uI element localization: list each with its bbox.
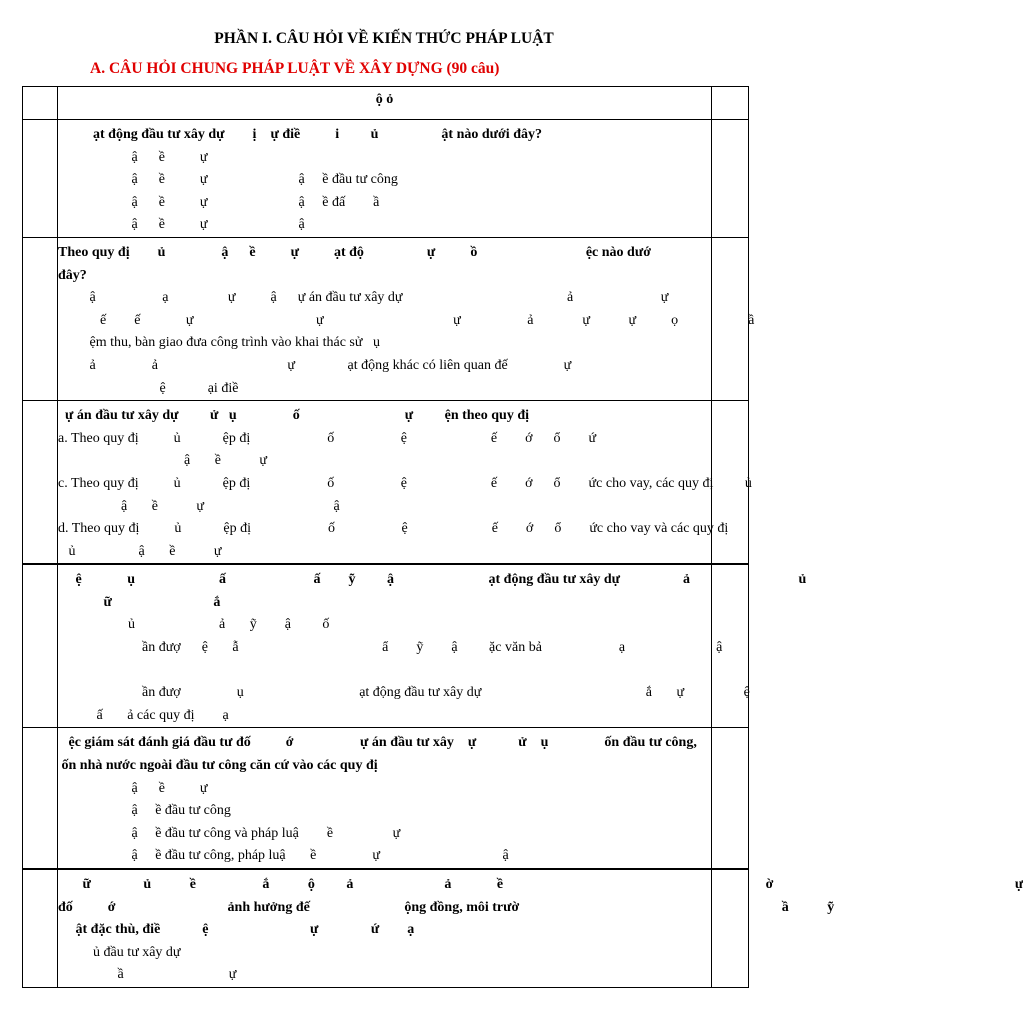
answer-option-line: ế ế ự ự ự ả ự ự ọ ầ	[58, 312, 755, 328]
question-content-cell	[58, 564, 807, 728]
answer-option-line: ệ ại điề	[58, 380, 239, 396]
question-stem-line: ốn nhà nước ngoài đầu tư công căn cứ vào các quy đị	[58, 758, 378, 774]
question-number-cell	[23, 564, 58, 728]
answer-option-line	[58, 660, 711, 683]
question-stem-line: ạt động đầu tư xây dự ị ự điề i ủ ật nào dưới đây?	[58, 127, 542, 142]
answer-option-line: a. Theo quy đị ủ ệp đị ố ệ ế ớ ổ ứ	[58, 430, 597, 446]
question-row	[23, 728, 749, 869]
answer-option-line: ậ ề đầu tư công và pháp luậ ề ự	[58, 825, 401, 841]
question-stem-line: ệ ụ ấ ấ ỹ ậ ạt động đầu tư xây dự ả ủ	[58, 572, 807, 588]
answer-option-line: c. Theo quy đị ủ ệp đị ố ệ ế ớ ổ ức cho vay, các quy đị ủ	[58, 475, 752, 491]
table-header-row	[23, 87, 749, 120]
answer-option-line: ấ ả các quy đị ạ	[58, 707, 229, 723]
answer-cell	[712, 120, 749, 238]
question-number-cell	[23, 401, 58, 565]
question-number-cell	[23, 728, 58, 869]
section-heading: A. CÂU HỎI CHUNG PHÁP LUẬT VỀ XÂY DỰNG (90 câu)	[90, 60, 500, 77]
answer-option-line: ậ ề ự ậ ề đấ ầ	[58, 194, 380, 210]
question-row	[23, 120, 749, 238]
question-number-cell	[23, 869, 58, 987]
answer-cell	[712, 728, 749, 869]
question-content-cell	[58, 237, 755, 400]
answer-option-line: ậ ề ự ậ	[58, 498, 340, 514]
question-number-cell	[23, 237, 58, 400]
question-number-cell	[23, 120, 58, 238]
question-stem-line: ệc giám sát đánh giá đầu tư đố ớ ự án đầu tư xây ự ử ụ ốn đầu tư công,	[58, 735, 697, 751]
answer-option-line: ầ ự	[58, 967, 237, 983]
question-stem-line: đây?	[58, 267, 87, 283]
answer-option-line: ủ ả ỹ ậ ố	[58, 617, 330, 633]
answer-option-line: ậ ạ ự ậ ự án đầu tư xây dự ả ự	[58, 290, 669, 306]
question-row	[23, 564, 749, 728]
number-header-cell	[23, 87, 58, 120]
question-row	[23, 869, 749, 987]
answer-option-line: ậ ề ự	[58, 780, 208, 796]
answer-option-line: ần đượ ụ ạt động đầu tư xây dự ắ ự ệ	[58, 685, 750, 701]
question-row	[23, 401, 749, 565]
answer-option-line: ệm thu, bàn giao đưa công trình vào khai thác sử ụ	[58, 335, 380, 351]
question-content-cell	[58, 401, 752, 565]
answer-option-line: d. Theo quy đị ủ ệp đị ố ệ ế ớ ổ ức cho vay và các quy đị	[58, 521, 729, 537]
question-table	[22, 86, 1023, 988]
question-stem-line: ự án đầu tư xây dự ử ụ ố ự ện theo quy đị	[58, 408, 530, 424]
question-stem-line: Theo quy đị ủ ậ ề ự ạt độ ự ồ ệc nào dướ	[58, 244, 651, 260]
answer-option-line: ần đượ ệ ẫ ẩ ỹ ậ ặc văn bả ạ ậ	[58, 640, 723, 656]
answer-option-line: ậ ề ự ậ ề đầu tư công	[58, 172, 398, 188]
question-row	[23, 237, 749, 400]
page-title: PHẦN I. CÂU HỎI VỀ KIẾN THỨC PHÁP LUẬT	[214, 30, 554, 47]
question-stem-line: ữ ắ	[58, 594, 221, 610]
content-header-cell: ộ ỏ	[58, 87, 712, 120]
answer-option-line: ủ đầu tư xây dự	[58, 944, 181, 960]
question-content-cell	[58, 120, 712, 238]
answer-option-line: ả ả ự ạt động khác có liên quan đế ự	[58, 357, 572, 373]
answer-header-cell	[712, 87, 749, 120]
answer-option-line: ậ ề ự ậ	[58, 217, 305, 233]
answer-option-line: ậ ề đầu tư công, pháp luậ ề ự ậ	[58, 848, 509, 864]
question-content-cell	[58, 869, 1023, 987]
answer-option-line: ủ ậ ề ự	[58, 543, 222, 559]
answer-option-line: ậ ề đầu tư công	[58, 803, 231, 819]
answer-option-line: ậ ề ự	[58, 453, 268, 469]
answer-option-line: ậ ề ự	[58, 149, 208, 165]
question-stem-line: đố ớ ảnh hưởng đế ộng đồng, môi trườ ầ ỹ	[58, 899, 835, 915]
question-content-cell	[58, 728, 712, 869]
question-stem-line: ữ ủ ề ắ ộ ả ả ề ờ ự	[58, 877, 1023, 892]
question-stem-line: ật đặc thù, điề ệ ự ứ ạ	[58, 922, 415, 938]
